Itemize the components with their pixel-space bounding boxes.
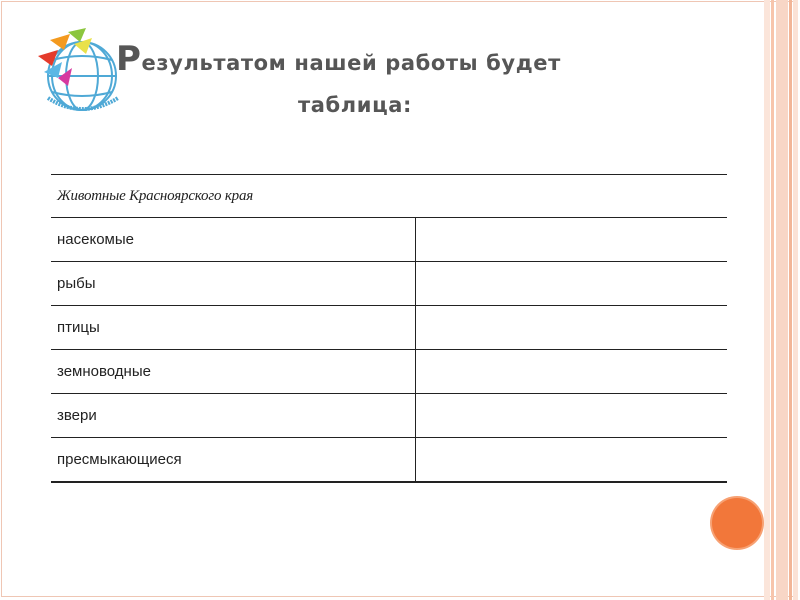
row-label-birds: птицы	[51, 306, 416, 350]
row-label-mammals: звери	[51, 394, 416, 438]
row-label-insects: насекомые	[51, 218, 416, 262]
title-dropcap: Р	[116, 39, 142, 79]
table-row	[51, 438, 727, 483]
table-row	[51, 306, 727, 350]
row-value-cell	[416, 306, 728, 350]
table-row	[51, 218, 727, 262]
table-row	[51, 262, 727, 306]
decorative-stripe	[793, 0, 798, 600]
row-value-cell	[416, 350, 728, 394]
title-line2: таблица:	[298, 93, 413, 117]
decorative-stripe	[776, 0, 788, 600]
table-header-row	[51, 175, 727, 218]
row-value-cell	[416, 262, 728, 306]
decorative-stripe	[789, 0, 792, 600]
table-row	[51, 350, 727, 394]
row-label-reptiles: пресмыкающиеся	[51, 438, 416, 483]
decorative-stripe	[764, 0, 770, 600]
row-value-cell	[416, 394, 728, 438]
row-value-cell	[416, 438, 728, 483]
orange-circle-decoration	[712, 498, 762, 548]
title-line1: езультатом нашей работы будет	[141, 51, 561, 75]
row-label-fish: рыбы	[51, 262, 416, 306]
table-header: Животные Красноярского края	[51, 175, 727, 218]
decorative-stripe	[771, 0, 774, 600]
table-row	[51, 394, 727, 438]
slide-title	[116, 38, 706, 126]
row-label-amphibians: земноводные	[51, 350, 416, 394]
animals-table	[51, 174, 727, 483]
row-value-cell	[416, 218, 728, 262]
